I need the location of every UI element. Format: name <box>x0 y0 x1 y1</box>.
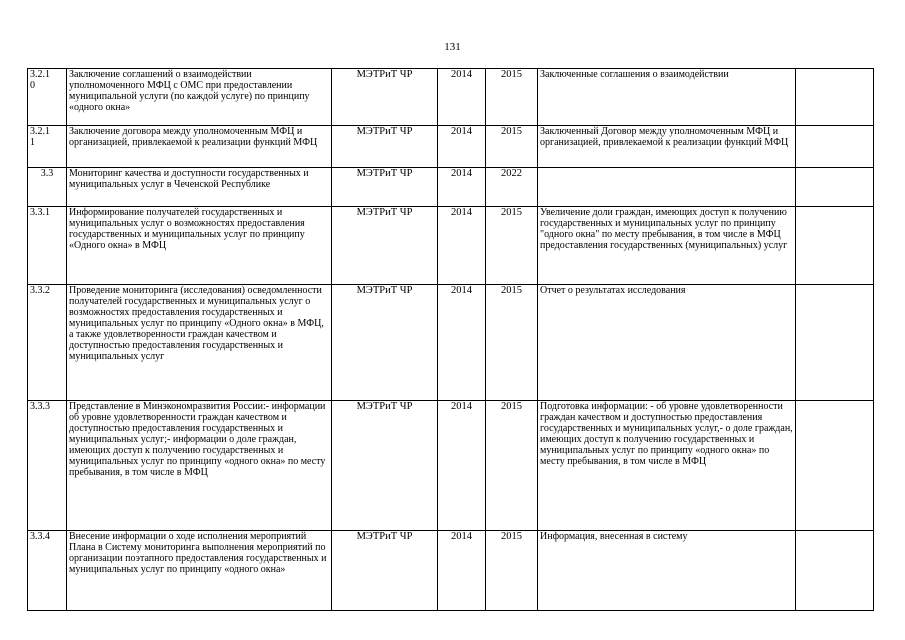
activity-name: Представление в Минэкономразвития России:- информации об уровне удовлетворенности граждан качеством и доступностью предоставления государственных и муниципальных услуг;- информации о доле граждан, имеющих доступ к получению государственных и муниципальных услуг по принципу «одного окна» по месту пребывания, в том числе в МФЦ <box>67 401 332 531</box>
empty-cell <box>796 69 874 126</box>
start-year: 2014 <box>438 168 486 207</box>
row-number: 3.3.3 <box>28 401 67 531</box>
page-number: 131 <box>444 41 461 53</box>
table-row <box>28 531 874 611</box>
activity-name: Мониторинг качества и доступности государственных и муниципальных услуг в Чеченской Республике <box>67 168 332 207</box>
empty-cell <box>796 207 874 285</box>
end-year: 2015 <box>486 207 538 285</box>
activity-name: Проведение мониторинга (исследования) осведомленности получателей государственных и муниципальных услуг о возможностях предоставления государственных и муниципальных услуг по принципу «Одного окна» в МФЦ, а также удовлетворенности граждан качеством и доступностью предоставления государственных и муниципальных услуг <box>67 285 332 401</box>
expected-result: Информация, внесенная в систему <box>538 531 796 611</box>
empty-cell <box>796 168 874 207</box>
expected-result: Подготовка информации: - об уровне удовлетворенности граждан качеством и доступностью предоставления государственных и муниципальных услуг,- о доле граждан, имеющих доступ к получению государственных и муниципальных услуг по принципу «одного окна» по месту пребывания, в том числе в МФЦ <box>538 401 796 531</box>
row-number: 3.3.2 <box>28 285 67 401</box>
expected-result: Заключенный Договор между уполномоченным МФЦ и организацией, привлекаемой к реализации функций МФЦ <box>538 126 796 168</box>
end-year: 2015 <box>486 401 538 531</box>
end-year: 2015 <box>486 126 538 168</box>
responsible-org: МЭТРиТ ЧР <box>332 69 438 126</box>
table-row <box>28 126 874 168</box>
table-row <box>28 168 874 207</box>
empty-cell <box>796 285 874 401</box>
expected-result: Увеличение доли граждан, имеющих доступ к получению государственных и муниципальных услуг по принципу "одного окна" по месту пребывания, в том числе в МФЦ предоставления государственных (муниципальных) услуг <box>538 207 796 285</box>
row-number: 3.2.1 1 <box>28 126 67 168</box>
responsible-org: МЭТРиТ ЧР <box>332 168 438 207</box>
row-number: 3.3 <box>28 168 67 207</box>
row-number: 3.2.1 0 <box>28 69 67 126</box>
end-year: 2015 <box>486 285 538 401</box>
start-year: 2014 <box>438 531 486 611</box>
end-year: 2015 <box>486 69 538 126</box>
expected-result: Отчет о результатах исследования <box>538 285 796 401</box>
start-year: 2014 <box>438 285 486 401</box>
responsible-org: МЭТРиТ ЧР <box>332 401 438 531</box>
end-year: 2022 <box>486 168 538 207</box>
row-number: 3.3.4 <box>28 531 67 611</box>
table-row <box>28 207 874 285</box>
end-year: 2015 <box>486 531 538 611</box>
start-year: 2014 <box>438 69 486 126</box>
expected-result: Заключенные соглашения о взаимодействии <box>538 69 796 126</box>
responsible-org: МЭТРиТ ЧР <box>332 126 438 168</box>
empty-cell <box>796 126 874 168</box>
activity-name: Информирование получателей государственных и муниципальных услуг о возможностях предоставления государственных и муниципальных услуг по принципу «Одного окна» в МФЦ <box>67 207 332 285</box>
expected-result <box>538 168 796 207</box>
empty-cell <box>796 531 874 611</box>
activity-name: Заключение соглашений о взаимодействии уполномоченного МФЦ с ОМС при предоставлении муниципальной услуги (по каждой услуге) по принципу «одного окна» <box>67 69 332 126</box>
plan-table <box>27 68 874 611</box>
start-year: 2014 <box>438 126 486 168</box>
responsible-org: МЭТРиТ ЧР <box>332 531 438 611</box>
responsible-org: МЭТРиТ ЧР <box>332 207 438 285</box>
start-year: 2014 <box>438 401 486 531</box>
empty-cell <box>796 401 874 531</box>
row-number: 3.3.1 <box>28 207 67 285</box>
activity-name: Внесение информации о ходе исполнения мероприятий Плана в Систему мониторинга выполнения мероприятий по организации поэтапного предоставления государственных и муниципальных услуг по принципу «одного окна» <box>67 531 332 611</box>
table-row <box>28 285 874 401</box>
start-year: 2014 <box>438 207 486 285</box>
activity-name: Заключение договора между уполномоченным МФЦ и организацией, привлекаемой к реализации функций МФЦ <box>67 126 332 168</box>
table-row <box>28 69 874 126</box>
responsible-org: МЭТРиТ ЧР <box>332 285 438 401</box>
table-row <box>28 401 874 531</box>
